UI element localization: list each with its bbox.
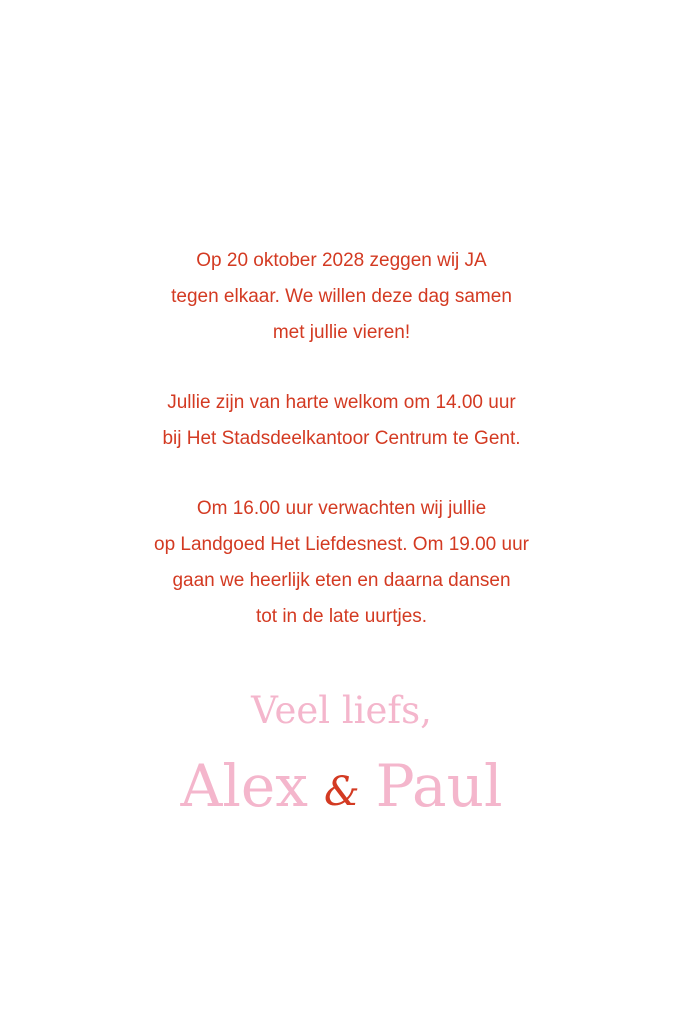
ampersand-icon: & xyxy=(323,769,360,815)
name-paul: Paul xyxy=(375,752,503,820)
reception-line: gaan we heerlijk eten en daarna dansen xyxy=(172,570,511,591)
intro-line: tegen elkaar. We willen deze dag samen xyxy=(171,286,512,307)
intro-paragraph xyxy=(0,243,683,351)
ceremony-line: Jullie zijn van harte welkom om 14.00 uur xyxy=(167,392,516,413)
name-alex: Alex xyxy=(180,752,308,820)
reception-line: op Landgoed Het Liefdesnest. Om 19.00 uur xyxy=(154,534,529,555)
reception-line: Om 16.00 uur verwachten wij jullie xyxy=(196,498,487,519)
ceremony-line: bij Het Stadsdeelkantoor Centrum te Gent. xyxy=(162,428,521,449)
intro-line: met jullie vieren! xyxy=(272,322,411,343)
reception-paragraph xyxy=(0,491,683,635)
couple-names xyxy=(0,746,683,826)
intro-line: Op 20 oktober 2028 zeggen wij JA xyxy=(196,250,487,271)
reception-line: tot in de late uurtjes. xyxy=(255,606,428,627)
closing-greeting: Veel liefs, xyxy=(251,689,432,732)
ceremony-paragraph xyxy=(0,385,683,457)
